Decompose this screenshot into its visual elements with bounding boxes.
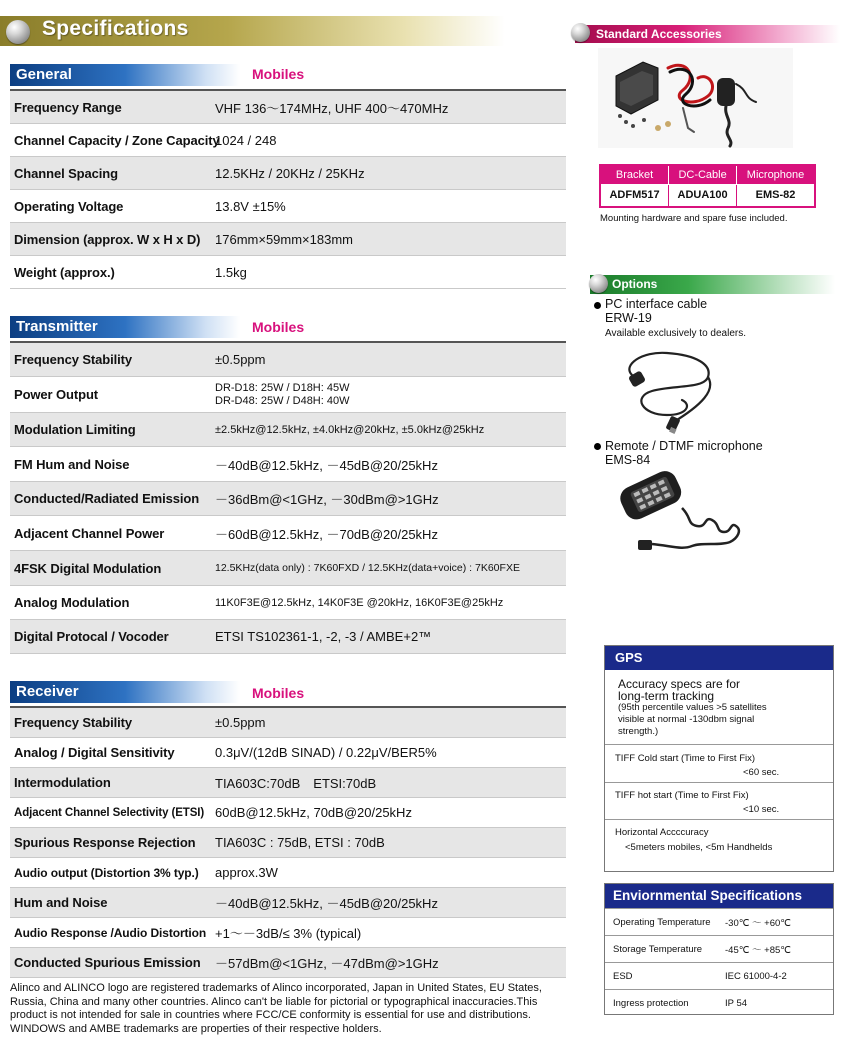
spec-label: Audio Response /Audio Distortion <box>14 925 207 940</box>
table-row <box>10 91 566 124</box>
gps-intro-line: Accuracy specs are for <box>618 677 741 691</box>
gps-label: TIFF hot start (Time to First Fix) <box>615 790 749 801</box>
transmitter-title: Transmitter <box>16 318 98 335</box>
gps-label: Horizontal Accccuracy <box>615 827 709 838</box>
spec-value: 12.5KHz / 20KHz / 25KHz <box>215 165 365 181</box>
gps-title: GPS <box>605 646 833 670</box>
option-item <box>605 297 746 341</box>
env-value: IP 54 <box>725 997 748 1009</box>
pc-cable-photo <box>612 345 732 435</box>
spec-value: 60dB@12.5kHz, 70dB@20/25kHz <box>215 805 412 820</box>
gps-row <box>605 819 833 857</box>
env-value: -30℃ ～ +60℃ <box>725 918 791 929</box>
table-row <box>10 516 566 551</box>
spec-label: Channel Capacity / Zone Capacity <box>14 132 220 148</box>
spec-label: Conducted Spurious Emission <box>14 955 201 970</box>
gps-row <box>605 782 833 819</box>
accessory-header: Microphone <box>737 165 815 184</box>
environment-row <box>605 935 833 962</box>
env-label: ESD <box>613 970 633 982</box>
accessories-illustration <box>598 48 793 148</box>
spec-value: 13.8V ±15% <box>215 198 286 214</box>
spec-value: －40dB@12.5kHz, －45dB@20/25kHz <box>215 457 438 473</box>
spec-label: Weight (approx.) <box>14 264 115 280</box>
accessory-model: ADFM517 <box>600 184 669 207</box>
receiver-title: Receiver <box>16 683 79 700</box>
gps-row <box>605 744 833 782</box>
table-row <box>10 551 566 586</box>
transmitter-subtitle: Mobiles <box>252 319 305 335</box>
spec-value: VHF 136～174MHz, UHF 400～470MHz <box>215 100 449 116</box>
environment-row <box>605 989 833 1016</box>
environment-row <box>605 962 833 989</box>
table-row <box>10 918 566 948</box>
table-row <box>10 798 566 828</box>
env-value: IEC 61000-4-2 <box>725 970 787 982</box>
gps-intro-line: long-term tracking <box>618 689 715 703</box>
sphere-icon <box>571 23 590 42</box>
table-row <box>10 828 566 858</box>
gps-intro-line: strength.) <box>618 726 659 737</box>
option-item <box>605 439 763 467</box>
page-title: Specifications <box>42 17 189 40</box>
gps-intro <box>605 670 833 744</box>
accessories-header-row <box>600 165 815 184</box>
spec-value: TIA603C : 75dB, ETSI : 70dB <box>215 835 385 850</box>
option-model: EMS-84 <box>605 453 651 467</box>
accessories-note: Mounting hardware and spare fuse included. <box>600 213 788 224</box>
spec-label: Digital Protocal / Vocoder <box>14 629 169 644</box>
spec-label: Dimension (approx. W x H x D) <box>14 231 201 247</box>
table-row <box>10 708 566 738</box>
spec-value: 11K0F3E@12.5kHz, 14K0F3E @20kHz, 16K0F3E@25kHz <box>215 596 504 609</box>
spec-label: 4FSK Digital Modulation <box>14 560 162 576</box>
option-name: PC interface cable <box>605 297 708 311</box>
spec-value: +1～－3dB/≤ 3% (typical) <box>215 926 362 941</box>
table-row <box>10 223 566 256</box>
spec-label: Channel Spacing <box>14 165 118 181</box>
spec-value: 1.5kg <box>215 264 247 280</box>
spec-label: Hum and Noise <box>14 895 108 910</box>
spec-label: Frequency Stability <box>14 715 133 730</box>
environment-row <box>605 908 833 935</box>
dtmf-microphone-photo <box>612 468 762 558</box>
table-row <box>10 948 566 978</box>
table-row <box>10 586 566 620</box>
spec-label: Analog Modulation <box>14 595 130 610</box>
option-note: Available exclusively to dealers. <box>605 328 747 339</box>
accessory-header: Bracket <box>600 165 669 184</box>
spec-value: －57dBm@<1GHz, －47dBm@>1GHz <box>215 956 439 971</box>
env-value: -45℃ ～ +85℃ <box>725 945 791 956</box>
accessories-table <box>599 164 816 208</box>
accessories-photo <box>598 48 793 148</box>
footer-disclaimer: Alinco and ALINCO logo are registered trademarks of Alinco incorporated, Japan in United States, EU States, Russia, China and many other countries. Alinco can't be liable for pictorial or typographical inaccuracies.This product is not intended for sale in countries where FCC/CE conformity is essential for use and distributions. WINDOWS and AMBE trademarks are properties of their respective holders. <box>10 982 542 1035</box>
table-row <box>10 124 566 157</box>
spec-label: Frequency Range <box>14 99 122 115</box>
option-name: Remote / DTMF microphone <box>605 439 763 453</box>
accessory-header: DC-Cable <box>669 165 737 184</box>
spec-value: DR-D18: 25W / D18H: 45W <box>215 381 350 394</box>
table-row <box>10 256 566 289</box>
receiver-section-bar <box>10 681 240 703</box>
general-subtitle: Mobiles <box>252 66 305 82</box>
spec-value: ±2.5kHz@12.5kHz, ±4.0kHz@20kHz, ±5.0kHz@25kHz <box>215 423 485 436</box>
table-row <box>10 620 566 654</box>
transmitter-section-bar <box>10 316 240 338</box>
gps-value: <60 sec. <box>743 767 780 778</box>
gps-intro-line: visible at normal -130dbm signal <box>618 714 755 725</box>
receiver-subtitle: Mobiles <box>252 685 305 701</box>
bullet-icon <box>594 443 601 450</box>
table-row <box>10 157 566 190</box>
env-label: Storage Temperature <box>613 943 703 955</box>
spec-label: Power Output <box>14 387 99 402</box>
spec-label: Adjacent Channel Power <box>14 525 165 541</box>
table-row <box>10 858 566 888</box>
gps-label: TIFF Cold start (Time to First Fix) <box>615 753 756 764</box>
sphere-icon <box>6 20 30 44</box>
spec-value: ETSI TS102361-1, -2, -3 / AMBE+2™ <box>215 629 432 644</box>
spec-label: Analog / Digital Sensitivity <box>14 745 175 760</box>
gps-value: <10 sec. <box>743 804 780 815</box>
table-row <box>10 343 566 377</box>
spec-value: 176mm×59mm×183mm <box>215 231 353 247</box>
spec-label: FM Hum and Noise <box>14 456 130 472</box>
spec-value: ±0.5ppm <box>215 715 266 730</box>
accessory-model: ADUA100 <box>669 184 737 207</box>
accessories-model-row <box>600 184 815 207</box>
microphone-illustration <box>612 468 762 558</box>
gps-value: <5meters mobiles, <5m Handhelds <box>625 842 773 853</box>
spec-value-line2: DR-D48: 25W / D48H: 40W <box>215 394 350 407</box>
spec-value: 12.5KHz(data only) : 7K60FXD / 12.5KHz(data+voice) : 7K60FXE <box>215 562 520 574</box>
table-row <box>10 447 566 482</box>
spec-label: Modulation Limiting <box>14 422 136 437</box>
accessories-section-bar <box>575 25 840 43</box>
spec-label: Conducted/Radiated Emission <box>14 491 200 506</box>
spec-label: Spurious Response Rejection <box>14 835 196 850</box>
table-row <box>10 413 566 447</box>
spec-label: Adjacent Channel Selectivity (ETSI) <box>14 806 205 819</box>
table-row <box>10 888 566 918</box>
table-row <box>10 377 566 413</box>
spec-value: －36dBm@<1GHz, －30dBm@>1GHz <box>215 492 439 507</box>
accessories-title: Standard Accessories <box>596 27 722 41</box>
spec-value: ±0.5ppm <box>215 352 266 367</box>
spec-label: Intermodulation <box>14 775 111 790</box>
general-section-bar <box>10 64 240 86</box>
table-row <box>10 190 566 223</box>
sphere-icon <box>589 274 608 293</box>
general-table <box>10 89 566 289</box>
spec-value: －40dB@12.5kHz, －45dB@20/25kHz <box>215 896 438 911</box>
table-row <box>10 768 566 798</box>
table-row <box>10 738 566 768</box>
cable-illustration <box>612 345 732 435</box>
env-label: Operating Temperature <box>613 916 711 928</box>
spec-value: 0.3μV/(12dB SINAD) / 0.22μV/BER5% <box>215 745 437 760</box>
spec-label: Audio output (Distortion 3% typ.) <box>14 865 199 880</box>
environment-box <box>604 883 834 1015</box>
options-section-bar <box>590 275 835 294</box>
receiver-table <box>10 706 566 978</box>
gps-box <box>604 645 834 872</box>
accessory-model: EMS-82 <box>737 184 815 207</box>
table-row <box>10 482 566 516</box>
env-label: Ingress protection <box>613 997 689 1009</box>
spec-value: TIA603C:70dB ETSI:70dB <box>215 776 377 791</box>
transmitter-table <box>10 341 566 654</box>
option-model: ERW-19 <box>605 311 652 325</box>
environment-title: Enviornmental Specifications <box>605 884 833 908</box>
spec-value: －60dB@12.5kHz, －70dB@20/25kHz <box>215 526 438 542</box>
spec-value: approx.3W <box>215 865 278 880</box>
options-title: Options <box>612 277 658 291</box>
spec-label: Frequency Stability <box>14 352 133 367</box>
bullet-icon <box>594 302 601 309</box>
general-title: General <box>16 66 72 83</box>
spec-label: Operating Voltage <box>14 198 124 214</box>
spec-value: 1024 / 248 <box>215 132 277 148</box>
gps-intro-line: (95th percentile values >5 satellites <box>618 702 767 713</box>
